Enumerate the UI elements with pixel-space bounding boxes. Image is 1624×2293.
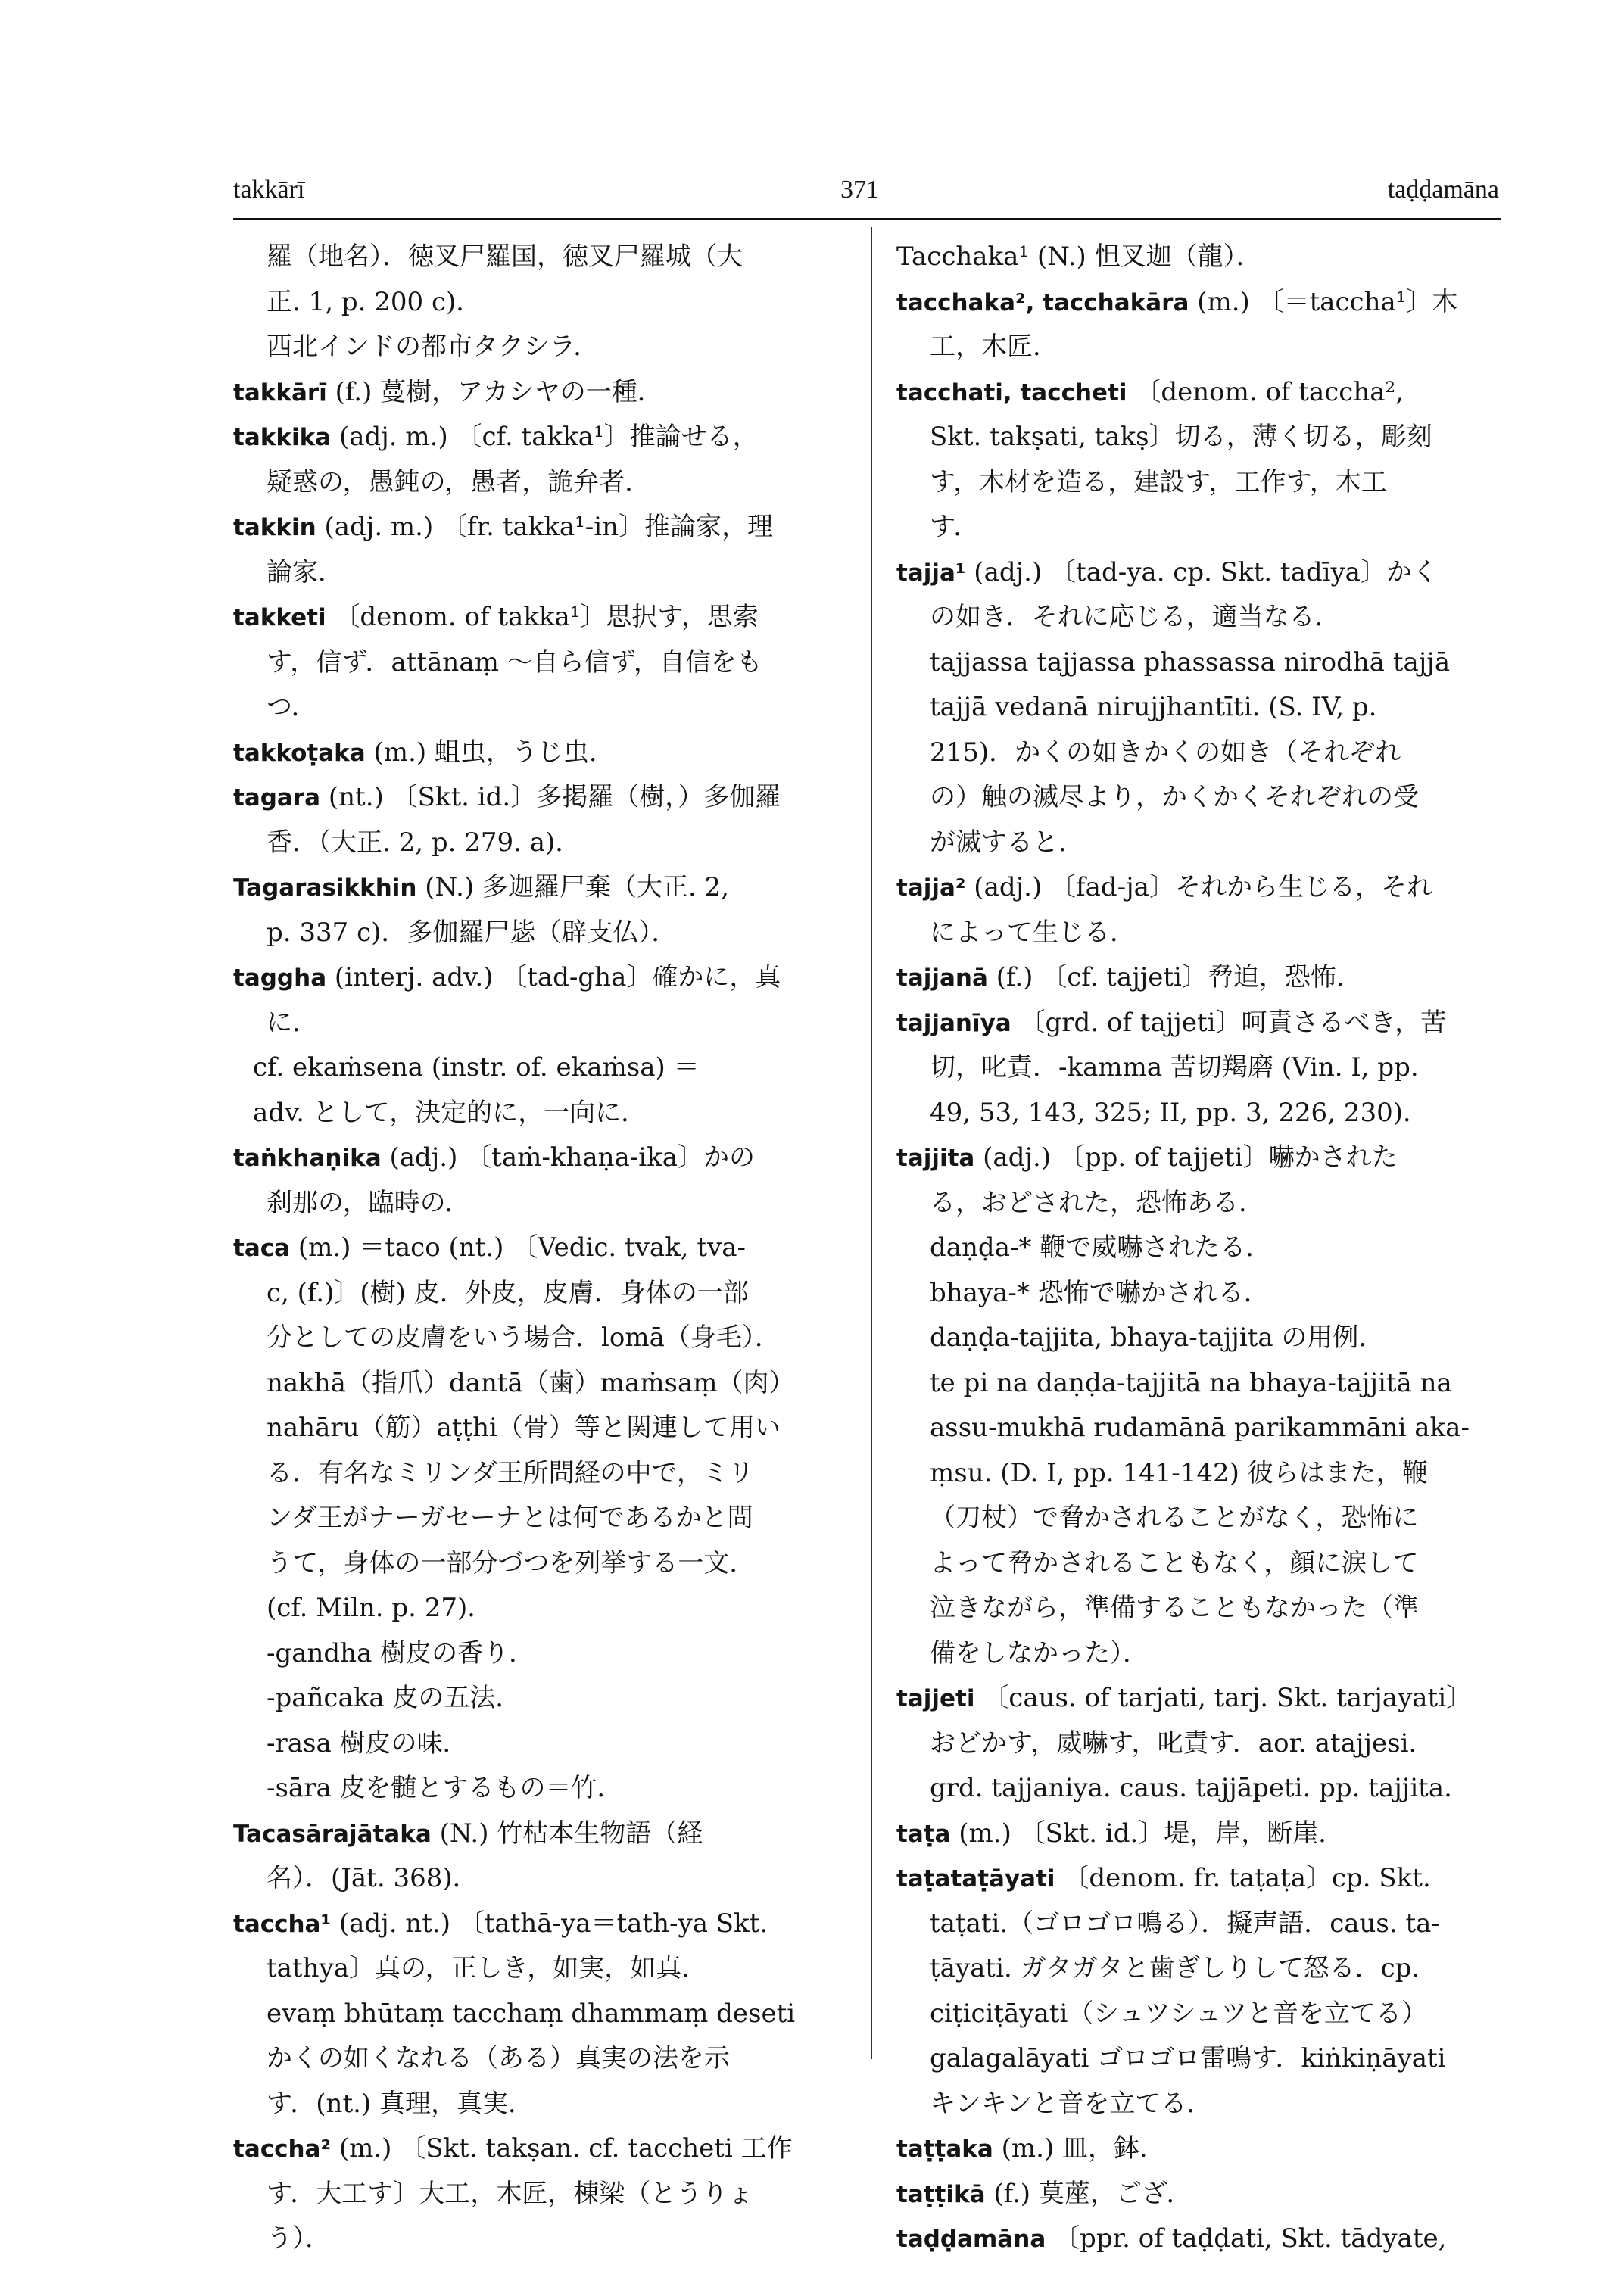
headword: tajjita [896, 1145, 975, 1172]
entry-text-line [233, 821, 839, 866]
entry-text: taṭati.（ゴロゴロ鳴る）．擬声語．caus. ta- [930, 1908, 1440, 1939]
entry-line [896, 2217, 1502, 2262]
entry-line [233, 505, 839, 550]
entry-line [896, 2126, 1502, 2172]
entry-text: す．(nt.) 真理，真実． [267, 2088, 534, 2119]
headword: tajjanīya [896, 1009, 1011, 1037]
headword: tajjeti [896, 1685, 975, 1712]
column-divider [871, 227, 872, 2059]
entry-text-line [233, 1451, 839, 1497]
entry-text-line [233, 1586, 839, 1631]
entry-text: ンダ王がナーガセーナとは何であるかと問 [267, 1503, 753, 1533]
entry-text-line [233, 550, 839, 596]
headword: taccha² [233, 2136, 332, 2163]
entry-text: つ． [267, 692, 317, 722]
headword: taccha¹ [233, 1910, 332, 1938]
entry-line [233, 731, 839, 776]
entry-text: (nt.) 〔Skt. id.〕多掲羅（樹，）多伽羅 [320, 782, 781, 812]
entry-line [233, 370, 839, 416]
entry-text: (adj.) 〔tad-ya. cp. Skt. tadīya〕かく [965, 556, 1438, 587]
entry-text: うて，身体の一部分づつを列挙する一文． [267, 1547, 756, 1578]
entry-text: の）触の滅尽より，かくかくそれぞれの受 [930, 782, 1419, 812]
entry-text: p. 337 c)．多伽羅尸毖（辟支仏）． [267, 917, 678, 948]
entry-line [233, 865, 839, 911]
entry-line [233, 595, 839, 640]
entry-text-line [896, 1631, 1502, 1677]
entry-line [896, 1676, 1502, 1721]
entry-text: -gandha 樹皮の香り． [267, 1637, 535, 1668]
headword: taṭṭaka [896, 2136, 993, 2163]
entry-line [896, 1001, 1502, 1046]
entry-text-line [896, 1902, 1502, 1947]
entry-text-line [896, 1766, 1502, 1812]
entry-text: す． [930, 512, 980, 542]
entry-text-line [896, 1541, 1502, 1587]
entry-text: る．有名なミリンダ王所問経の中で，ミリ [267, 1457, 754, 1488]
entry-text: c, (f.)〕(樹) 皮．外皮，皮膚．身体の一部 [267, 1277, 749, 1308]
entry-text-line [896, 595, 1502, 640]
headword: tajjanā [896, 964, 988, 992]
entry-text-line [233, 2036, 839, 2082]
entry-text: tathya〕真の，正しき，如実，如真． [267, 1953, 708, 1983]
entry-text-line [233, 1316, 839, 1361]
entry-text-line [233, 1045, 839, 1091]
entry-text: (adj.) 〔fad-ja〕それから生じる，それ [965, 872, 1432, 902]
entry-text: す．大工す〕大工，木匠，棟梁（とうりょ [267, 2178, 754, 2209]
entry-text-line [896, 505, 1502, 550]
entry-text: grd. tajjaniya. caus. tajjāpeti. pp. tajjita. [930, 1773, 1452, 1803]
headword: tajja¹ [896, 559, 966, 587]
entry-text: 正. 1, p. 200 c)． [267, 286, 482, 317]
entry-text-line [896, 325, 1502, 370]
entry-text: 〔ppr. of taḍḍati, Skt. tādyate, [1046, 2223, 1447, 2254]
entry-line [233, 1902, 839, 1947]
headword: tajja² [896, 874, 966, 902]
entry-text-line [233, 640, 839, 686]
entry-text-line [233, 1406, 839, 1451]
entry-text: 〔grd. of tajjeti〕呵責さるべき，苦 [1011, 1007, 1447, 1038]
entry-text: の如き．それに応じる，適当なる． [930, 602, 1341, 632]
entry-text-line [233, 1766, 839, 1812]
entry-text-line [896, 1451, 1502, 1497]
entry-text-line [233, 460, 839, 506]
entry-text-line [896, 2082, 1502, 2127]
entry-text-line [896, 821, 1502, 866]
entry-text: (m.) 〔Skt. takṣan. cf. taccheti 工作 [331, 2133, 793, 2164]
headword: taca [233, 1235, 291, 1262]
right-guideword: taḍḍamāna [1387, 176, 1499, 204]
headword: takketi [233, 604, 326, 631]
entry-line [896, 1812, 1502, 1857]
headword: taṅkhaṇika [233, 1145, 382, 1172]
left-column [233, 235, 839, 2262]
entry-line [896, 1136, 1502, 1181]
entry-text-line [233, 2217, 839, 2262]
headword: Tagarasikkhin [233, 874, 417, 902]
entry-text-line [896, 1271, 1502, 1316]
entry-text-line [233, 1541, 839, 1587]
left-guideword: takkārī [233, 176, 305, 204]
entry-text: (m.) 皿，鉢． [993, 2133, 1166, 2164]
headword: takkin [233, 514, 316, 541]
entry-text: (adj.) 〔pp. of tajjeti〕嚇かされた [974, 1142, 1398, 1173]
entry-text: (adj. nt.) 〔tathā-ya＝tath-ya Skt. [331, 1908, 768, 1939]
entry-text: （刀杖）で脅かされることがなく，恐怖に [930, 1503, 1419, 1533]
entry-text-line [233, 1676, 839, 1721]
entry-text-line [233, 325, 839, 370]
entry-text-line [896, 460, 1502, 506]
entry-text-line [896, 775, 1502, 821]
entry-text: 名）．(Jāt. 368)． [267, 1863, 478, 1893]
entry-text-line [233, 2172, 839, 2217]
entry-text: 西北インドの都市タクシラ． [267, 332, 600, 362]
entry-text: う）． [267, 2223, 331, 2254]
entry-text: nahāru（筋）aṭṭhi（骨）等と関連して用い [267, 1413, 781, 1443]
entry-text-line [233, 1496, 839, 1541]
entry-line [233, 1136, 839, 1181]
entry-text: (m.) 〔Skt. id.〕堤，岸，断崖． [950, 1818, 1345, 1849]
entry-line [233, 775, 839, 821]
entry-text-line [233, 685, 839, 731]
entry-text: ciṭiciṭāyati（シュツシュツと音を立てる） [930, 1998, 1427, 2029]
entry-text: (N.) 竹枯本生物語（経 [431, 1818, 703, 1849]
entry-text: よって脅かされることもなく，顔に涙して [930, 1547, 1419, 1578]
headword: taggha [233, 964, 327, 992]
headword: taṭṭikā [896, 2180, 986, 2208]
headword: taṭa [896, 1820, 951, 1848]
entry-text: (f.) 〔cf. tajjeti〕脅迫，恐怖． [987, 962, 1362, 992]
entry-text-line [896, 2036, 1502, 2082]
entry-text-line [896, 1316, 1502, 1361]
entry-text: (adj.) 〔taṁ-khaṇa-ika〕かの [381, 1142, 756, 1173]
entry-text: ṭāyati. ガタガタと歯ぎしりして怒る．cp. [930, 1953, 1420, 1983]
page-number: 371 [840, 176, 879, 204]
entry-text-line [896, 235, 1502, 280]
entry-text: (f.) 蔓樹，アカシヤの一種． [326, 376, 663, 407]
entry-text-line [896, 1091, 1502, 1136]
entry-line [896, 550, 1502, 596]
entry-text: daṇḍa-* 鞭で威嚇されたる． [930, 1232, 1272, 1263]
entry-text-line [896, 640, 1502, 686]
entry-text-line [896, 1946, 1502, 1992]
headword: tacchaka², tacchakāra [896, 288, 1189, 316]
entry-text-line [233, 1181, 839, 1226]
headword: taḍḍamāna [896, 2226, 1046, 2253]
entry-text: 工，木匠． [930, 332, 1058, 362]
entry-text: nakhā（指爪）dantā（歯）maṁsaṃ（肉） [267, 1367, 795, 1398]
right-column [896, 235, 1502, 2262]
entry-text-line [896, 1496, 1502, 1541]
entry-text-line [896, 1181, 1502, 1226]
entry-text-line [233, 1631, 839, 1677]
entry-line [896, 955, 1502, 1001]
entry-text-line [896, 415, 1502, 460]
entry-text: te pi na daṇḍa-tajjitā na bhaya-tajjitā na [930, 1367, 1452, 1398]
entry-text-line [233, 1001, 839, 1046]
entry-text: 香．（大正. 2, p. 279. a)． [267, 827, 581, 858]
entry-text: おどかす，威嚇す，叱責す．aor. atajjesi. [930, 1728, 1417, 1759]
entry-text: 疑惑の，愚鈍の，愚者，詭弁者． [267, 466, 651, 497]
headword: takkika [233, 424, 332, 451]
headword: takkārī [233, 379, 327, 407]
entry-text: galagalāyati ゴロゴロ雷鳴す．kiṅkiṇāyati [930, 2043, 1446, 2073]
entry-text: 備をしなかった）． [930, 1637, 1149, 1668]
entry-text-line [896, 685, 1502, 731]
entry-text: (m.) ＝taco (nt.) 〔Vedic. tvak, tva- [290, 1232, 747, 1263]
entry-text: 泣きながら，準備することもなかった（準 [930, 1593, 1419, 1623]
entry-text: 羅（地名）．徳叉尸羅国，徳叉尸羅城（大 [267, 241, 743, 272]
headword: takkoṭaka [233, 739, 366, 767]
entry-text: 刹那の，臨時の． [267, 1187, 471, 1218]
headword: Tacasārajātaka [233, 1820, 432, 1848]
entry-text: daṇḍa-tajjita, bhaya-tajjita の用例． [930, 1323, 1385, 1353]
entry-text-line [896, 1406, 1502, 1451]
headword: taṭataṭāyati [896, 1865, 1055, 1893]
entry-text: Skt. takṣati, takṣ〕切る，薄く切る，彫刻 [930, 422, 1432, 452]
entry-text: -rasa 樹皮の味． [267, 1728, 469, 1759]
entry-text: が滅すると． [930, 827, 1084, 858]
entry-text: 論家． [267, 556, 344, 587]
entry-text-line [233, 1721, 839, 1767]
entry-text-line [896, 1226, 1502, 1271]
entry-text: 切，叱責．-kamma 苦切羯磨 (Vin. I, pp. [930, 1052, 1419, 1083]
entry-text: (m.) 〔＝taccha¹〕木 [1189, 286, 1458, 317]
entry-text: ṃsu. (D. I, pp. 141-142) 彼らはまた，鞭 [930, 1457, 1428, 1488]
entry-line [233, 415, 839, 460]
entry-text-line [233, 235, 839, 280]
entry-text: かくの如くなれる（ある）真実の法を示 [267, 2043, 730, 2073]
entry-line [896, 280, 1502, 326]
entry-text: 〔denom. of taccha², [1127, 376, 1404, 407]
entry-text: る，おどされた，恐怖ある． [930, 1187, 1264, 1218]
entry-line [896, 370, 1502, 416]
entry-text: (m.) 蛆虫，うじ虫． [365, 737, 615, 768]
entry-line [896, 2172, 1502, 2217]
entry-text: 〔denom. fr. taṭaṭa〕cp. Skt. [1055, 1863, 1431, 1893]
entry-line [233, 1226, 839, 1271]
entry-text-line [233, 1856, 839, 1902]
entry-text: によって生じる． [930, 917, 1136, 948]
entry-text-line [233, 1946, 839, 1992]
entry-text-line [233, 1271, 839, 1316]
entry-text: (N.) 多迦羅尸棄（大正. 2, [416, 872, 730, 902]
entry-text-line [896, 1361, 1502, 1407]
entry-text: 〔caus. of tarjati, tarj. Skt. tarjayati〕 [974, 1683, 1473, 1713]
entry-text: す，木材を造る，建設す，工作す，木工 [930, 466, 1387, 497]
entry-text: -pañcaka 皮の五法． [267, 1683, 522, 1713]
entry-text: 215)．かくの如きかくの如き（それぞれ [930, 737, 1401, 768]
entry-text: (f.) 莫蓙，ござ． [985, 2178, 1192, 2209]
entry-text: cf. ekaṁsena (instr. of. ekaṁsa) ＝ [253, 1052, 700, 1083]
entry-text: tajjā vedanā nirujjhantīti. (S. IV, p. [930, 692, 1377, 722]
entry-text-line [896, 1045, 1502, 1091]
entry-text: 〔denom. of takka¹〕思択す，思索 [326, 602, 759, 632]
entry-line [233, 955, 839, 1001]
headword: tagara [233, 784, 321, 812]
entry-text-line [896, 731, 1502, 776]
entry-text: (adj. m.) 〔fr. takka¹-in〕推論家，理 [316, 512, 774, 542]
entry-text: キンキンと音を立てる． [930, 2088, 1213, 2119]
entry-text: 分としての皮膚をいう場合．lomā（身毛）． [267, 1323, 781, 1353]
entry-line [896, 1856, 1502, 1902]
entry-text: evaṃ bhūtaṃ tacchaṃ dhammaṃ deseti [267, 1998, 796, 2029]
entry-text-line [896, 1992, 1502, 2037]
header-rule [233, 218, 1501, 220]
entry-text-line [896, 911, 1502, 956]
entry-text-line [233, 911, 839, 956]
entry-text-line [233, 1992, 839, 2037]
entry-text: (interj. adv.) 〔tad-gha〕確かに，真 [326, 962, 781, 992]
entry-text: (adj. m.) 〔cf. takka¹〕推論せる， [331, 422, 759, 452]
entry-text: に． [267, 1007, 318, 1038]
entry-text-line [233, 2082, 839, 2127]
entry-text: 49, 53, 143, 325; II, pp. 3, 226, 230)． [930, 1097, 1429, 1128]
entry-line [896, 865, 1502, 911]
entry-text: bhaya-* 恐怖で嚇かされる． [930, 1277, 1270, 1308]
entry-text-line [233, 1091, 839, 1136]
entry-text: assu-mukhā rudamānā parikammāni aka- [930, 1413, 1470, 1443]
entry-text-line [233, 1361, 839, 1407]
entry-text: tajjassa tajjassa phassassa nirodhā tajjā [930, 646, 1451, 678]
entry-text: Tacchaka¹ (N.) 怛叉迦（龍）． [896, 241, 1262, 272]
entry-text: -sāra 皮を髄とするもの＝竹． [267, 1773, 623, 1803]
entry-text: す，信ず．attānaṃ ～自ら信ず，自信をも [267, 646, 762, 678]
entry-text: adv. として，決定的に，一向に． [253, 1097, 647, 1128]
entry-text-line [233, 280, 839, 326]
entry-line [233, 1812, 839, 1857]
headword: tacchati, taccheti [896, 379, 1127, 407]
entry-text-line [896, 1721, 1502, 1767]
entry-text: (cf. Miln. p. 27)． [267, 1593, 494, 1623]
entry-text-line [896, 1586, 1502, 1631]
entry-line [233, 2126, 839, 2172]
